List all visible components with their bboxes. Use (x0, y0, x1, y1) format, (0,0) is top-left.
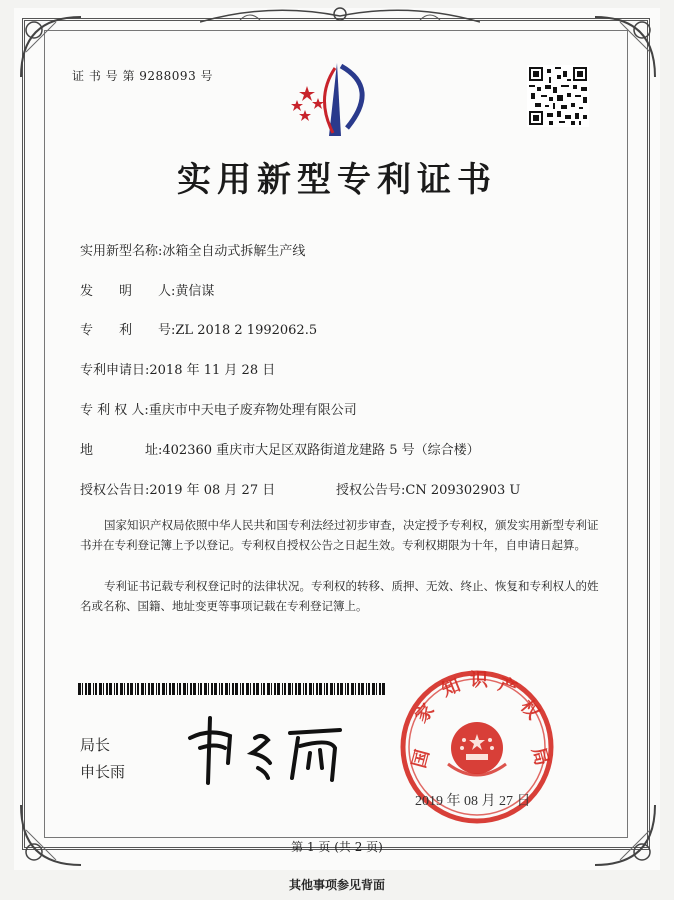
barcode-bar (162, 683, 165, 695)
barcode-bar (326, 683, 328, 695)
top-ornament (200, 2, 480, 30)
barcode-bar (214, 683, 217, 695)
barcode-bar (284, 683, 286, 695)
barcode-bar (298, 683, 301, 695)
barcode-bar (183, 683, 186, 695)
barcode-bar (151, 683, 154, 695)
barcode-bar (271, 683, 272, 695)
barcode-bar (345, 683, 346, 695)
barcode-bar (253, 683, 255, 695)
svg-text:权: 权 (515, 696, 544, 724)
barcode-bar (235, 683, 238, 695)
field-label: 专 利 权 人: (80, 403, 149, 418)
barcode-bar (295, 683, 297, 695)
barcode-bar (158, 683, 160, 695)
barcode-bar (116, 683, 118, 695)
director-signature (180, 708, 355, 788)
cnipa-logo (285, 58, 385, 148)
barcode-bar (316, 683, 318, 695)
barcode-bar (229, 683, 230, 695)
barcode-bar (99, 683, 102, 695)
barcode-bar (169, 683, 171, 695)
barcode-bar (330, 683, 333, 695)
field-label: 授权公告日: (80, 483, 150, 498)
barcode-bar (225, 683, 228, 695)
svg-text:产: 产 (495, 673, 520, 701)
barcode-bar (88, 683, 91, 695)
barcode-bar (246, 683, 249, 695)
barcode-bar (379, 683, 381, 695)
field-inventor (80, 280, 214, 299)
qr-code (527, 65, 589, 127)
certificate-number: 证 书 号 第 9288093 号 (72, 69, 214, 83)
barcode-bar (148, 683, 150, 695)
barcode-bar (130, 683, 133, 695)
barcode-bar (263, 683, 265, 695)
barcode-bar (319, 683, 322, 695)
field-value: 2018 年 11 月 28 日 (149, 363, 276, 378)
barcode-bar (242, 683, 244, 695)
svg-text:家: 家 (411, 699, 439, 728)
barcode-bar (93, 683, 94, 695)
svg-text:国: 国 (408, 747, 434, 771)
seal-date: 2019 年 08 月 27 日 (415, 794, 531, 809)
page-number: 第 1 页 (共 2 页) (291, 840, 383, 854)
barcode-bar (193, 683, 196, 695)
barcode-bar (232, 683, 234, 695)
barcode-bar (82, 683, 83, 695)
barcode-bar (361, 683, 364, 695)
barcode-bar (190, 683, 192, 695)
footer-note: 其他事项参见背面 (288, 878, 385, 892)
barcode-bar (221, 683, 223, 695)
barcode-bar (368, 683, 370, 695)
barcode-bar (303, 683, 304, 695)
barcode-bar (292, 683, 293, 695)
barcode-bar (208, 683, 209, 695)
field-label: 实用新型名称: (80, 244, 163, 259)
barcode-bar (145, 683, 146, 695)
director-name: 申长雨 (80, 763, 126, 781)
certificate-title: 实用新型专利证书 (177, 160, 497, 200)
corner-ornament-bottom-left (16, 800, 86, 870)
barcode-bar (177, 683, 178, 695)
barcode-bar (274, 683, 276, 695)
barcode-bar (256, 683, 259, 695)
barcode-bar (103, 683, 104, 695)
svg-text:识: 识 (470, 670, 488, 691)
barcode-bar (135, 683, 136, 695)
barcode-bar (347, 683, 349, 695)
barcode-bar (106, 683, 108, 695)
field-label: 发 明 人: (80, 284, 176, 299)
barcode-bar (166, 683, 167, 695)
barcode-bar (172, 683, 175, 695)
barcode-bar (78, 683, 81, 695)
barcode-bar (282, 683, 283, 695)
barcode-bar (124, 683, 125, 695)
barcode-bar (288, 683, 291, 695)
barcode-bar (382, 683, 385, 695)
svg-text:局: 局 (527, 745, 553, 768)
field-publication-date (80, 479, 275, 498)
field-patent-number (80, 319, 317, 338)
barcode-bar (351, 683, 354, 695)
barcode-bar (337, 683, 339, 695)
barcode-bar (277, 683, 280, 695)
field-filing-date (80, 359, 275, 378)
barcode-bar (187, 683, 188, 695)
barcode-bar (267, 683, 270, 695)
barcode-bar (85, 683, 87, 695)
grant-statement: 国家知识产权局依照中华人民共和国专利法经过初步审查，决定授予专利权，颁发实用新型专利证书并在专利登记簿上予以登记。专利权自授权公告之日起生效。专利权期限为十年，自申请日起算。 (80, 518, 599, 552)
field-label: 专 利 号: (80, 323, 176, 338)
director-title: 局长 (80, 736, 111, 754)
barcode-bar (250, 683, 251, 695)
barcode-bar (219, 683, 220, 695)
barcode-bar (198, 683, 199, 695)
barcode-bar (358, 683, 360, 695)
field-label: 授权公告号: (336, 483, 406, 498)
barcode-bar (211, 683, 213, 695)
barcode-bar (204, 683, 207, 695)
barcode-bar (366, 683, 367, 695)
barcode-bar (200, 683, 202, 695)
legal-status-note: 专利证书记载专利权登记时的法律状况。专利权的转移、质押、无效、终止、恢复和专利权人的姓名或名称、国籍、地址变更等事项记载在专利登记簿上。 (80, 579, 599, 613)
barcode-bar (141, 683, 144, 695)
field-label: 地 址: (80, 443, 163, 458)
field-value: 2019 年 08 月 27 日 (149, 483, 276, 498)
barcode-bar (120, 683, 123, 695)
field-patentee (80, 399, 357, 418)
field-address (80, 439, 480, 458)
barcode-bar (261, 683, 262, 695)
field-label: 专利申请日: (80, 363, 150, 378)
field-value: 重庆市中天电子废弃物处理有限公司 (148, 403, 357, 418)
svg-text:知: 知 (438, 674, 464, 702)
barcode-bar (114, 683, 115, 695)
barcode-bar (376, 683, 377, 695)
barcode-bar (305, 683, 307, 695)
field-publication-number (336, 479, 520, 498)
barcode-bar (95, 683, 97, 695)
barcode-bar (137, 683, 139, 695)
barcode-bar (179, 683, 181, 695)
field-utility-model-name (80, 240, 305, 259)
field-value: ZL 2018 2 1992062.5 (175, 323, 318, 338)
barcode-bar (324, 683, 325, 695)
barcode-bar (127, 683, 129, 695)
barcode-bar (340, 683, 343, 695)
barcode-bar (313, 683, 314, 695)
field-value: 黄信谋 (175, 284, 215, 299)
barcode (78, 683, 388, 695)
barcode-bar (355, 683, 356, 695)
barcode-bar (372, 683, 375, 695)
field-value: 402360 重庆市大足区双路街道龙建路 5 号（综合楼） (162, 443, 480, 458)
corner-ornament-top-right (590, 12, 660, 82)
barcode-bar (309, 683, 312, 695)
field-value: CN 209302903 U (405, 483, 521, 498)
corner-ornament-bottom-right (590, 800, 660, 870)
barcode-bar (334, 683, 335, 695)
barcode-bar (109, 683, 112, 695)
field-value: 冰箱全自动式拆解生产线 (162, 244, 306, 259)
barcode-bar (240, 683, 241, 695)
barcode-bar (156, 683, 157, 695)
